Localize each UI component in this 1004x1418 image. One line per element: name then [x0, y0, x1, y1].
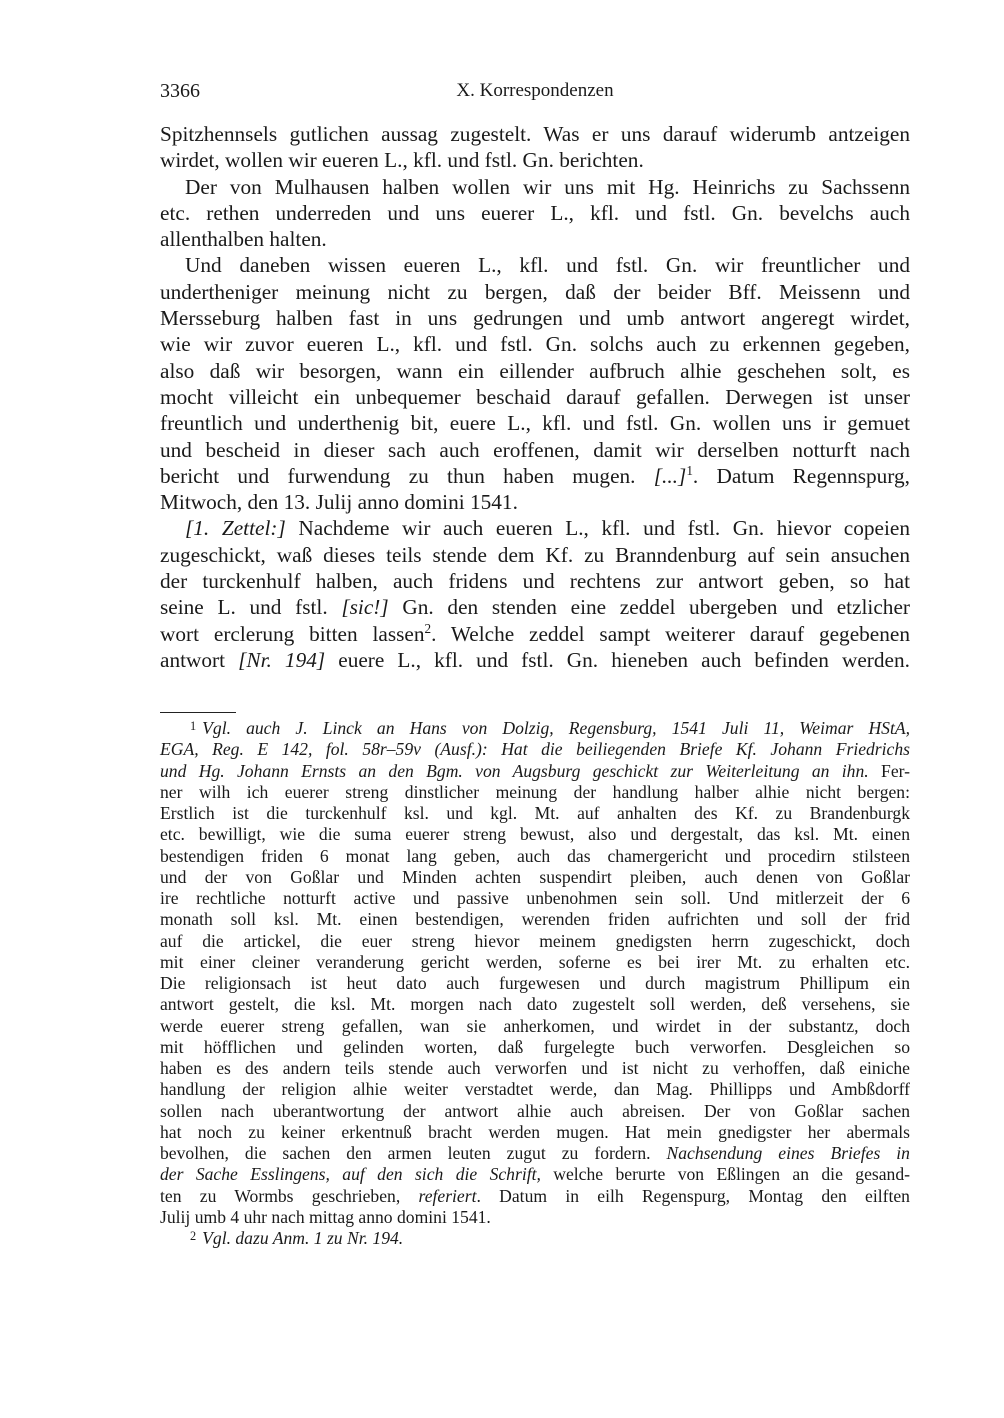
text-run: und der von Goßlar und Minden achten suspendirt pleiben, auch denen von Goßlar: [160, 866, 910, 887]
footnote-line: [160, 1058, 910, 1079]
text-line: [160, 200, 910, 226]
text-run: mit einer cleiner veranderung gericht werden, soferne es bei irer Mt. zu erhalten etc.: [160, 951, 910, 972]
footnote-line: [160, 1016, 910, 1037]
text-run: mit höfflichen und gelinden worten, daß furgelegte buch verworfen. Desgleichen so: [160, 1036, 910, 1057]
footnote-line: [160, 1122, 910, 1143]
text-run: antwort: [160, 647, 239, 672]
text-run: zugeschickt, waß dieses teils stende dem Kf. zu Branndenburg auf sein ansuchen: [160, 542, 910, 567]
italic-text: Nachsendung eines Briefes in: [666, 1143, 910, 1163]
text-line: [160, 410, 910, 436]
text-run: bericht und furwendung zu thun haben mugen.: [160, 463, 654, 488]
italic-text: und Hg. Johann Ernsts an den Bgm. von Augsburg geschickt zur Weiterleitung an ihn.: [160, 760, 869, 781]
text-run: ner wilh ich euerer streng dinstlicher meinung der handlung halber alhie nicht bergen:: [160, 781, 910, 802]
italic-text: Vgl. auch J. Linck an Hans von Dolzig, Regensburg, 1541 Juli 11, Weimar HStA,: [202, 718, 910, 738]
text-run: . Datum Regennspurg,: [692, 463, 910, 488]
italic-text: Vgl. dazu Anm. 1 zu Nr. 194.: [202, 1228, 404, 1248]
text-line: [160, 226, 910, 252]
text-line: [160, 121, 910, 147]
text-run: haben es des andern teils stende auch verworfen und ist nicht zu verhoffen, daß einiche: [160, 1058, 910, 1078]
text-run: wie wir zuvor eueren L., kfl. und fstl. Gn. solchs auch zu erkennen gegeben,: [160, 332, 910, 357]
text-run: . Datum in eilh Regenspurg, Montag den eilften: [476, 1185, 910, 1206]
text-run: bevolhen, die sachen den armen leuten zugut zu fordern.: [160, 1143, 667, 1163]
italic-text: EGA, Reg. E 142, fol. 58r–59v (Ausf.): Hat die beiliegenden Briefe Kf. Johann Friedrichs: [160, 739, 910, 760]
text-line: [160, 279, 910, 305]
text-run: Gn. den stenden eine zeddel ubergeben und etzlicher: [388, 595, 910, 620]
text-line: [160, 542, 910, 568]
text-run: freuntlich und underthenig bit, euere L., kfl. und fstl. Gn. wollen uns ir gemuet: [160, 411, 910, 436]
text-run: wort erclerung bitten lassen: [160, 621, 425, 646]
text-run: Fer-: [868, 760, 910, 781]
text-line: [160, 252, 910, 278]
text-run: monath soll ksl. Mt. einen bestendigen, werenden friden aufrichten und soll der frid: [160, 909, 910, 930]
text-run: etc. bewilligt, wie die suma euerer streng bewust, also und dergestalt, das ksl. Mt. einen: [160, 824, 910, 845]
text-line: [160, 437, 910, 463]
footnote-line: [160, 867, 910, 888]
text-line: [160, 568, 910, 594]
footnote-line: [160, 718, 910, 739]
italic-text: der Sache Esslingens, auf den sich die Schrift,: [160, 1164, 541, 1185]
text-run: antwort gestelt, die ksl. Mt. morgen nach dato zugestelt soll werden, deß versehens, sie: [160, 994, 910, 1015]
footnote-line: [160, 952, 910, 973]
text-run: Nachdeme wir auch eueren L., kfl. und fstl. Gn. hievor copeien: [285, 516, 911, 541]
footnote-line: [160, 888, 910, 909]
footnote-line: [160, 803, 910, 824]
footnote-line: [160, 1143, 910, 1164]
text-run: etc. rethen underreden und uns euerer L., kfl. und fstl. Gn. bevelchs auch: [160, 200, 910, 225]
footnote-line: [160, 931, 910, 952]
text-line: [160, 358, 910, 384]
text-run: welche berurte von Eßlingen an die gesand-: [540, 1164, 910, 1185]
italic-text: [Nr. 194]: [238, 647, 326, 672]
italic-text: referiert: [418, 1185, 477, 1206]
text-line: [160, 463, 910, 489]
footnote-line: [160, 1164, 910, 1185]
text-run: hat noch zu keiner erkentnuß bracht werden mugen. Hat mein gnedigster her abermals: [160, 1121, 910, 1142]
text-line: [160, 515, 910, 541]
page-header: [160, 80, 910, 106]
italic-text: [sic!]: [341, 595, 389, 620]
footnote-line: [160, 824, 910, 845]
footnote-line: [160, 1037, 910, 1058]
footnote-line: [160, 1079, 910, 1100]
footnote-marker: 2: [424, 620, 432, 636]
text-run: sollen nach uberantwortung der antwort alhie auch abreisen. Der von Goßlar sachen: [160, 1100, 910, 1121]
text-run: euere L., kfl. und fstl. Gn. hieneben auch befinden werden.: [325, 647, 910, 672]
text-run: . Welche zeddel sampt weiterer darauf gegebenen: [431, 621, 910, 646]
text-run: allenthalben halten.: [160, 227, 327, 252]
footnote-marker: 2: [190, 1229, 197, 1243]
text-line: [160, 621, 910, 647]
text-line: [160, 147, 910, 173]
footnote-line: [160, 973, 910, 994]
text-run: auf die artickel, die euer streng hievor meinem gnedigsten herrn zugeschickt, doch: [160, 930, 910, 951]
text-line: [160, 647, 910, 673]
text-line: [160, 489, 910, 515]
running-head: X. Korrespondenzen: [456, 80, 614, 101]
text-line: [160, 331, 910, 357]
text-run: wirdet, wollen wir eueren L., kfl. und fstl. Gn. berichten.: [160, 148, 644, 173]
footnotes: [160, 718, 910, 1249]
footnote-line: [160, 761, 910, 782]
italic-text: [1. Zettel:]: [185, 516, 286, 541]
footnote-line: [160, 739, 910, 760]
footnote-marker: 1: [686, 462, 693, 478]
text-line: [160, 174, 910, 200]
footnote-rule: [160, 712, 236, 713]
text-run: undertheniger meinung nicht zu bergen, daß der beider Bff. Meissenn und: [160, 279, 910, 304]
text-run: Und daneben wissen eueren L., kfl. und fstl. Gn. wir freuntlicher und: [185, 253, 910, 278]
text-run: mocht villeicht ein unbequemer beschaid darauf gefallen. Derwegen ist unser: [160, 384, 910, 409]
text-run: Mersseburg halben fast in uns gedrungen und umb antwort angeregt wirdet,: [160, 306, 910, 331]
text-line: [160, 594, 910, 620]
text-run: der turckenhulf halben, auch fridens und rechtens zur antwort geben, so hat: [160, 569, 910, 594]
text-run: Erstlich ist die turckenhulf ksl. und kgl. Mt. auf anhalten des Kf. zu Brandenburgk: [160, 803, 910, 823]
footnote-line: [160, 909, 910, 930]
footnote-line: [160, 1101, 910, 1122]
text-run: werde euerer streng gefallen, wan sie anherkomen, und wirdet in der substantz, doch: [160, 1015, 910, 1036]
footnote-line: [160, 1186, 910, 1207]
text-run: ire rechtliche notturft active und passive unbenohmen sein soll. Und mitlerzeit der 6: [160, 888, 910, 908]
text-run: handlung der religion alhie weiter verstadtet werde, dan Mag. Phillipps und Ambßdorff: [160, 1079, 910, 1100]
footnote-line: [160, 1228, 910, 1249]
text-run: und bescheid in dieser sach auch eroffenen, damit wir derselben notturft nach: [160, 437, 910, 462]
main-text: [160, 121, 910, 673]
text-run: Der von Mulhausen halben wollen wir uns mit Hg. Heinrichs zu Sachssenn: [185, 174, 910, 199]
text-run: also daß wir besorgen, wann ein eillender aufbruch alhie geschehen solt, es: [160, 358, 910, 383]
text-run: ten zu Wormbs geschrieben,: [160, 1185, 419, 1206]
page-number: 3366: [160, 80, 200, 102]
text-line: [160, 384, 910, 410]
footnote-line: [160, 994, 910, 1015]
text-line: [160, 305, 910, 331]
footnote-line: [160, 846, 910, 867]
footnote-line: [160, 1207, 910, 1228]
footnote-line: [160, 782, 910, 803]
text-run: Julij umb 4 uhr nach mittag anno domini 1541.: [160, 1206, 491, 1227]
italic-text: [...]: [653, 463, 687, 488]
footnote-marker: 1: [190, 719, 197, 733]
text-run: seine L. und fstl.: [160, 595, 342, 620]
text-run: Spitzhennsels gutlichen aussag zugestelt. Was er uns darauf widerumb antzeigen: [160, 122, 910, 146]
text-run: bestendigen friden 6 monat lang geben, auch das chamergericht und procedirn stilsteen: [160, 845, 910, 866]
text-run: Die religionsach ist heut dato auch furgewesen und durch magistrum Phillipum ein: [160, 973, 910, 993]
text-run: Mitwoch, den 13. Julij anno domini 1541.: [160, 490, 518, 515]
